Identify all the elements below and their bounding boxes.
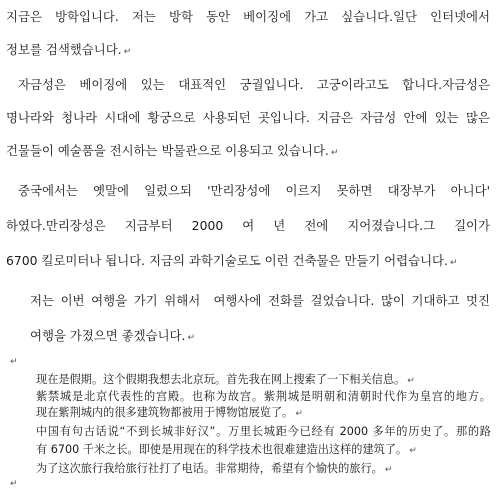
korean-text: 하였다.만리장성은 지금부터 2000 여 년 전에 지어졌습니다.그 길이가 bbox=[6, 218, 490, 233]
korean-para2-line3 bbox=[6, 140, 490, 162]
paragraph-mark-icon: ↵ bbox=[10, 479, 18, 489]
korean-para4-line2 bbox=[30, 325, 490, 347]
chinese-line-3 bbox=[36, 405, 491, 421]
chinese-text: 中国有句古话说“不到长城非好汉”。万里长城距今已经有 2000 多年的历史了。那的路 bbox=[36, 425, 491, 438]
paragraph-mark-icon: ↵ bbox=[409, 446, 417, 456]
korean-para3-line2 bbox=[6, 215, 490, 237]
chinese-text: 紫禁城是北京代表性的宫殿。也称为故宫。紫荆城是明朝和清朝时代作为皇宫的地方。 bbox=[36, 390, 491, 403]
korean-text: 정보를 검색했습니다. bbox=[6, 42, 122, 57]
korean-text: 건물들이 예술품을 전시하는 박물관으로 이용되고 있습니다. bbox=[6, 143, 329, 158]
chinese-text: 有 6700 千米之长。即使是用现在的科学技术也很难建造出这样的建筑了。 bbox=[36, 443, 408, 456]
korean-text: 여행을 가졌으면 좋겠습니다. bbox=[30, 328, 186, 343]
chinese-line-2 bbox=[36, 389, 491, 405]
korean-para2-line2 bbox=[6, 107, 490, 129]
paragraph-mark-icon: ↵ bbox=[330, 148, 339, 158]
korean-para2-line1 bbox=[18, 74, 490, 96]
korean-para1-line1 bbox=[6, 6, 490, 28]
paragraph-mark-icon: ↵ bbox=[123, 47, 132, 57]
chinese-text: 现在紫荆城内的很多建筑物都被用于博物馆展览了。 bbox=[36, 406, 294, 419]
paragraph-mark-icon: ↵ bbox=[384, 465, 393, 475]
korean-text: 저는 이번 여행을 가기 위해서 여행사에 전화를 걸었습니다. 많이 기대하고 멋진 bbox=[30, 293, 490, 308]
chinese-line-4 bbox=[36, 424, 491, 440]
korean-para1-line2 bbox=[6, 39, 490, 61]
chinese-line-6 bbox=[36, 461, 491, 477]
paragraph-mark-icon: ↵ bbox=[407, 376, 415, 386]
paragraph-mark-icon: ↵ bbox=[187, 333, 195, 343]
paragraph-mark-icon: ↵ bbox=[295, 409, 303, 419]
paragraph-mark-icon: ↵ bbox=[449, 258, 458, 268]
korean-para4-line1 bbox=[30, 290, 490, 312]
korean-para3-line3 bbox=[6, 250, 490, 272]
chinese-text: 现在是假期。这个假期我想去北京玩。首先我在网上搜索了一下相关信息。 bbox=[36, 373, 406, 386]
korean-para3-line1 bbox=[18, 180, 490, 202]
paragraph-mark-icon: ↵ bbox=[10, 357, 18, 367]
korean-text: 자금성은 베이징에 있는 대표적인 궁궐입니다. 고궁이라고도 합니다.자금성은 bbox=[18, 77, 490, 92]
korean-text: 중국에서는 옛말에 일렀으되 '만리장성에 이르지 못하면 대장부가 아니다' bbox=[18, 183, 490, 198]
chinese-line-5 bbox=[36, 442, 491, 458]
korean-text: 명나라와 청나라 시대에 황궁으로 사용되던 곳입니다. 지금은 자금성 안에 있는 많은 bbox=[6, 110, 490, 125]
korean-text: 6700 킬로미터나 됩니다. 지금의 과학기술로도 이런 건축물은 만들기 어렵습니다. bbox=[6, 253, 448, 268]
chinese-text: 为了这次旅行我给旅行社打了电话。非常期待，希望有个愉快的旅行。 bbox=[36, 462, 383, 475]
chinese-line-1 bbox=[36, 372, 436, 388]
korean-text: 지금은 방학입니다. 저는 방학 동안 베이징에 가고 싶습니다.일단 인터넷에서 bbox=[6, 9, 490, 24]
